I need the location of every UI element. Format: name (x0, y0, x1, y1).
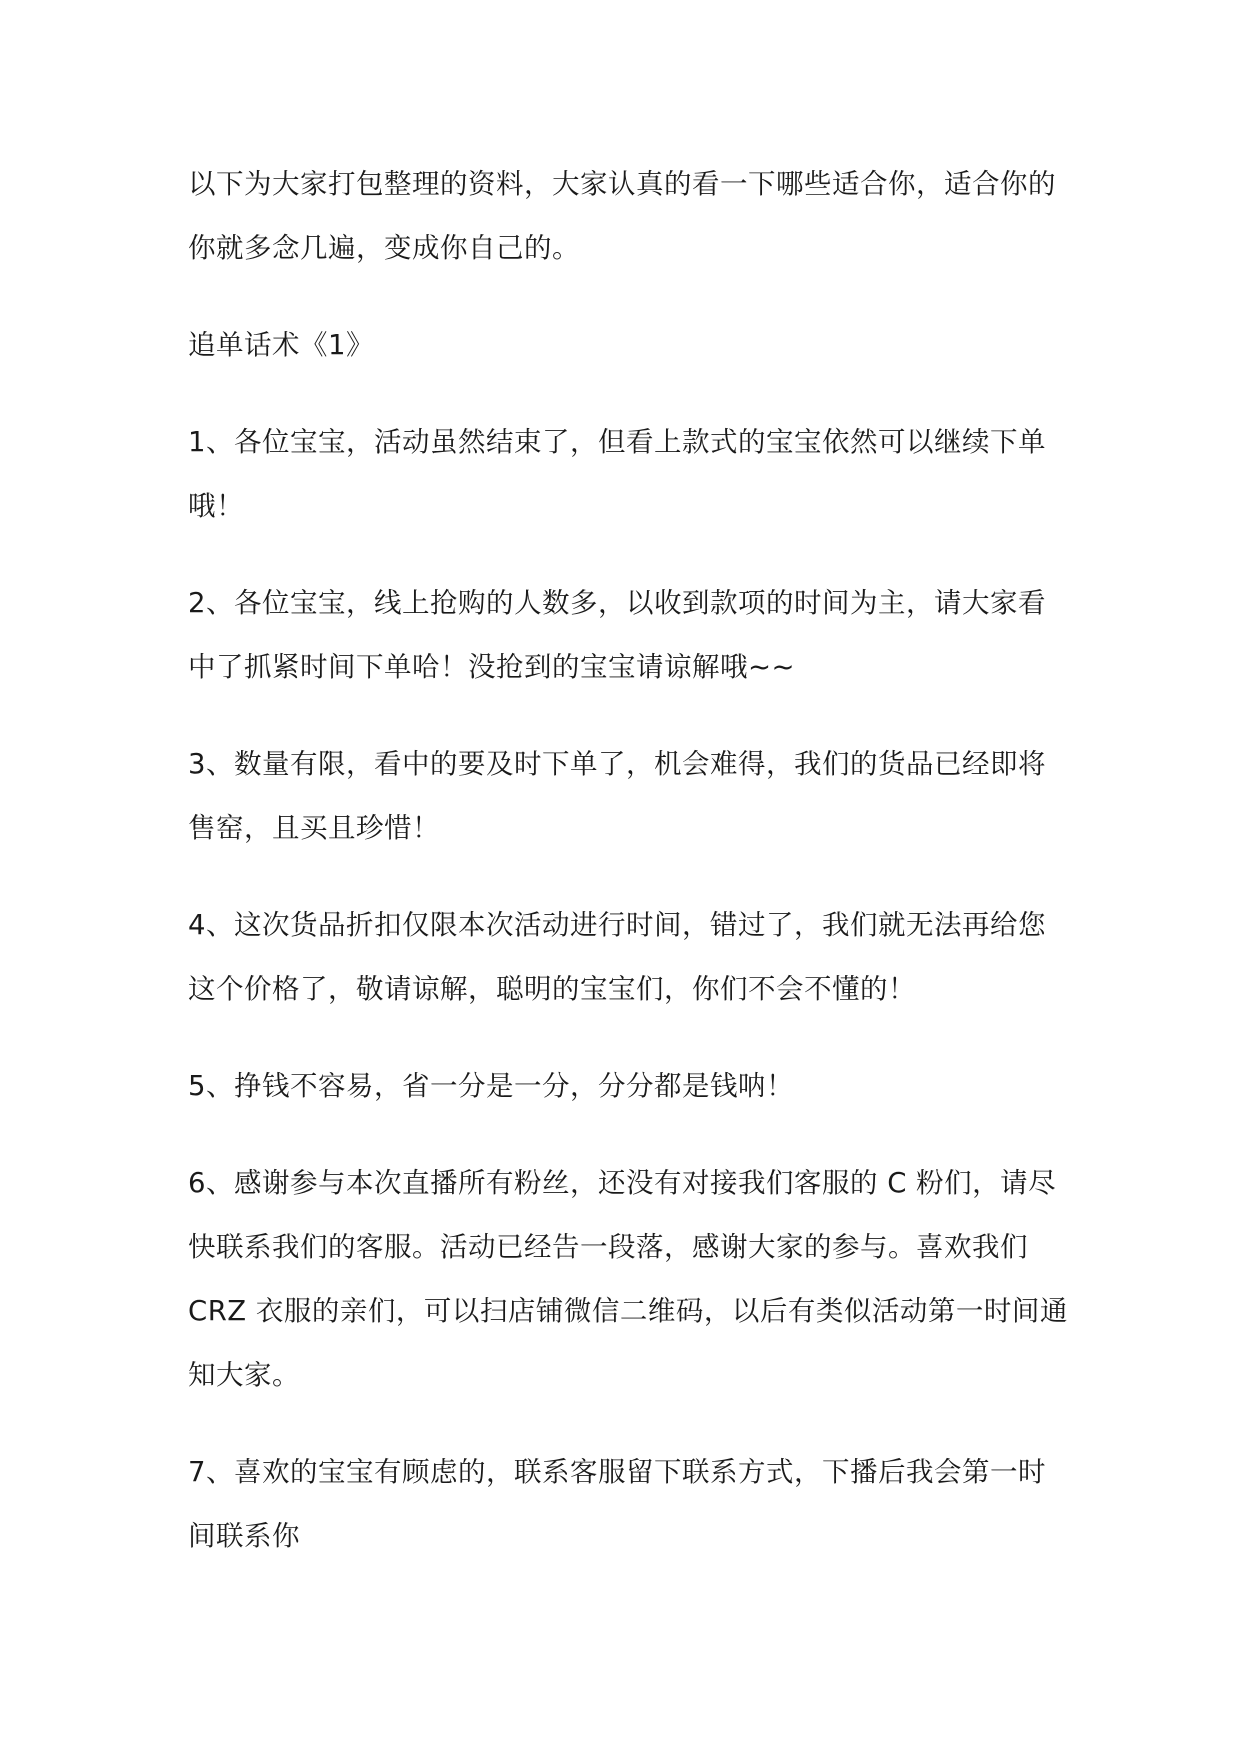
intro-paragraph: 以下为大家打包整理的资料，大家认真的看一下哪些适合你，适合你的你就多念几遍，变成你自己的。 (188, 168, 1056, 264)
list-item: 6、感谢参与本次直播所有粉丝，还没有对接我们客服的 C 粉们，请尽快联系我们的客服。活动已经告一段落，感谢大家的参与。喜欢我们 CRZ 衣服的亲们，可以扫店铺微信二维码，以后有类似活动第一时间通知大家。 (188, 1167, 1068, 1391)
list-item: 3、数量有限，看中的要及时下单了，机会难得，我们的货品已经即将售窑，且买且珍惜！ (188, 748, 1046, 844)
list-item: 2、各位宝宝，线上抢购的人数多，以收到款项的时间为主，请大家看中了抓紧时间下单哈！没抢到的宝宝请谅解哦~~ (188, 587, 1046, 683)
list-item: 4、这次货品折扣仅限本次活动进行时间，错过了，我们就无法再给您这个价格了，敬请谅解，聪明的宝宝们，你们不会不懂的！ (188, 909, 1046, 1005)
list-item: 1、各位宝宝，活动虽然结束了，但看上款式的宝宝依然可以继续下单哦！ (188, 426, 1046, 522)
section-title: 追单话术《1》 (188, 329, 374, 361)
list-item: 5、挣钱不容易，省一分是一分，分分都是钱呐！ (188, 1070, 794, 1102)
list-item: 7、喜欢的宝宝有顾虑的，联系客服留下联系方式，下播后我会第一时间联系你 (188, 1456, 1046, 1552)
document-body (188, 152, 1068, 1601)
